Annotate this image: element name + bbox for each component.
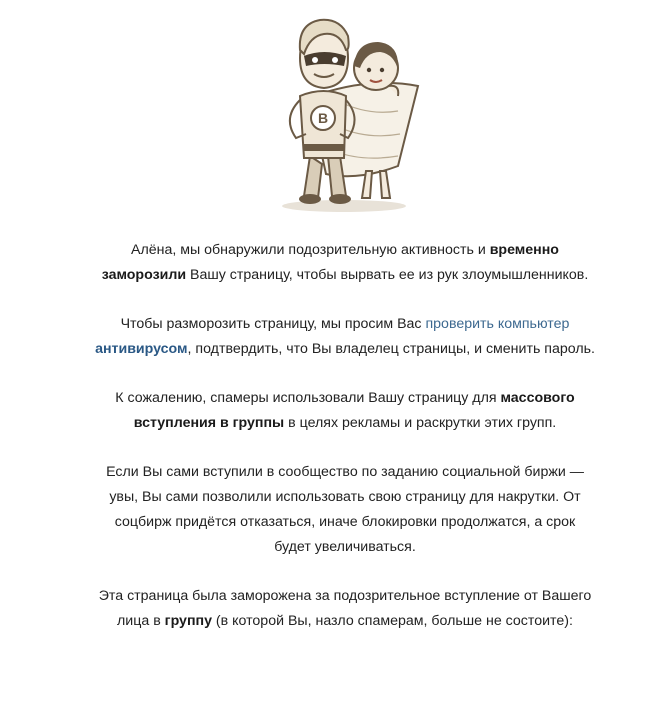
text-span: , подтвердить, что Вы владелец страницы, и сменить пароль. <box>187 341 595 357</box>
paragraph-frozen-for-group <box>95 584 595 634</box>
text-span: Алёна, мы обнаружили подозрительную активность и <box>131 242 490 258</box>
paragraph-spam-usage <box>95 386 595 436</box>
paragraph-unfreeze-steps <box>95 312 595 362</box>
text-span: Чтобы разморозить страницу, мы просим Вас <box>120 316 426 332</box>
text-span: Вашу страницу, чтобы вырвать ее из рук злоумышленников. <box>186 267 589 283</box>
bold-mass-joining: массового вступления в группы <box>133 390 575 431</box>
badge-letter: В <box>317 110 329 126</box>
bold-temporarily-frozen: временно заморозили <box>101 242 559 283</box>
text-span: Эта страница была заморожена за подозрительное вступление от Вашего лица в <box>98 588 592 629</box>
text-span: К сожалению, спамеры использовали Вашу страницу для <box>115 390 501 406</box>
vk-superhero-couple-icon <box>248 6 428 214</box>
check-computer-link[interactable]: проверить компьютер <box>425 316 570 332</box>
text-span: в целях рекламы и раскрутки этих групп. <box>284 415 557 431</box>
text-span: Если Вы сами вступили в сообщество по заданию социальной биржи — увы, Вы сами позволили использовать свою страницу для накрутки. От соцбирж придётся отказаться, иначе блокировки продолжатся, а срок будет увеличиваться. <box>106 464 584 555</box>
paragraph-freeze-reason <box>95 238 595 288</box>
text-span: (в которой Вы, назло спамерам, больше не состоите): <box>211 613 573 629</box>
paragraph-social-exchange <box>95 460 595 560</box>
notice-text <box>95 238 595 658</box>
bold-group: группу <box>164 613 212 629</box>
antivirus-link[interactable]: антивирусом <box>95 341 188 357</box>
